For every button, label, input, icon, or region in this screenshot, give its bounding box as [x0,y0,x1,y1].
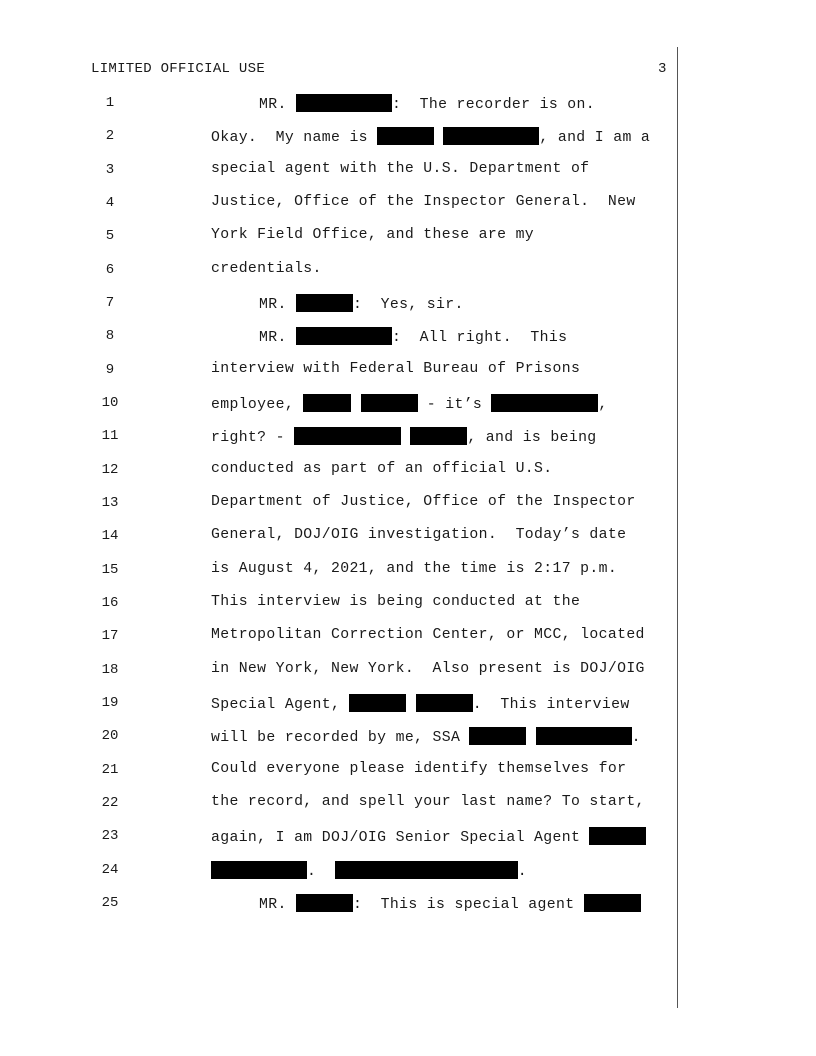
transcript-line: interview with Federal Bureau of Prisons [211,361,581,377]
transcript-line: MR. : This is special agent [259,894,641,913]
transcript-line: Department of Justice, Office of the Inspector [211,494,636,510]
redaction-block [361,394,418,412]
redaction-block [377,127,434,145]
classification-header: LIMITED OFFICIAL USE [91,61,266,77]
line-number: 10 [101,395,119,411]
redaction-block [294,427,401,445]
line-number: 7 [105,295,115,311]
line-number: 11 [101,428,119,444]
page-number: 3 [658,61,667,77]
redaction-block [584,894,641,912]
transcript-line: MR. : The recorder is on. [259,94,595,113]
line-number: 5 [105,228,115,244]
line-number: 4 [105,195,115,211]
transcript-line: again, I am DOJ/OIG Senior Special Agent [211,827,646,846]
transcript-line: special agent with the U.S. Department of [211,161,590,177]
redaction-block [211,861,307,879]
redaction-block [303,394,351,412]
transcript-line: Could everyone please identify themselves for [211,761,627,777]
line-number: 21 [101,762,119,778]
transcript-line: Justice, Office of the Inspector General. New [211,194,636,210]
line-number: 1 [105,95,115,111]
transcript-line: York Field Office, and these are my [211,227,535,243]
transcript-line: This interview is being conducted at the [211,594,581,610]
transcript-line: Metropolitan Correction Center, or MCC, located [211,627,645,643]
line-number: 23 [101,828,119,844]
line-number: 2 [105,128,115,144]
line-number: 20 [101,728,119,744]
transcript-line: credentials. [211,261,322,277]
transcript-line: in New York, New York. Also present is DOJ/OIG [211,661,645,677]
redaction-block [296,894,353,912]
line-number: 24 [101,862,119,878]
transcript-line: General, DOJ/OIG investigation. Today’s date [211,527,627,543]
redaction-block [296,327,392,345]
line-number: 14 [101,528,119,544]
redaction-block [416,694,473,712]
redaction-block [335,861,518,879]
redaction-block [410,427,467,445]
line-number: 25 [101,895,119,911]
line-number: 12 [101,462,119,478]
line-number: 6 [105,262,115,278]
transcript-line: Special Agent, . This interview [211,694,630,713]
redaction-block [536,727,632,745]
transcript-line: will be recorded by me, SSA . [211,727,641,746]
redaction-block [589,827,646,845]
redaction-block [296,294,353,312]
line-number: 16 [101,595,119,611]
page-margin-rule [677,47,678,1008]
redaction-block [469,727,526,745]
redaction-block [443,127,539,145]
transcript-line: conducted as part of an official U.S. [211,461,553,477]
transcript-line: is August 4, 2021, and the time is 2:17 p.m. [211,561,618,577]
transcript-line: . . [211,861,527,880]
redaction-block [296,94,392,112]
redaction-block [491,394,598,412]
line-number: 15 [101,562,119,578]
transcript-line: the record, and spell your last name? To start, [211,794,645,810]
line-number: 8 [105,328,115,344]
line-number: 9 [105,362,115,378]
transcript-line: MR. : All right. This [259,327,567,346]
transcript-line: employee, - it’s , [211,394,608,413]
transcript-line: MR. : Yes, sir. [259,294,464,313]
line-number: 18 [101,662,119,678]
line-number: 13 [101,495,119,511]
line-number: 3 [105,162,115,178]
line-number: 17 [101,628,119,644]
line-number: 22 [101,795,119,811]
transcript-line: right? - , and is being [211,427,597,446]
transcript-line: Okay. My name is , and I am a [211,127,650,146]
redaction-block [349,694,406,712]
line-number: 19 [101,695,119,711]
